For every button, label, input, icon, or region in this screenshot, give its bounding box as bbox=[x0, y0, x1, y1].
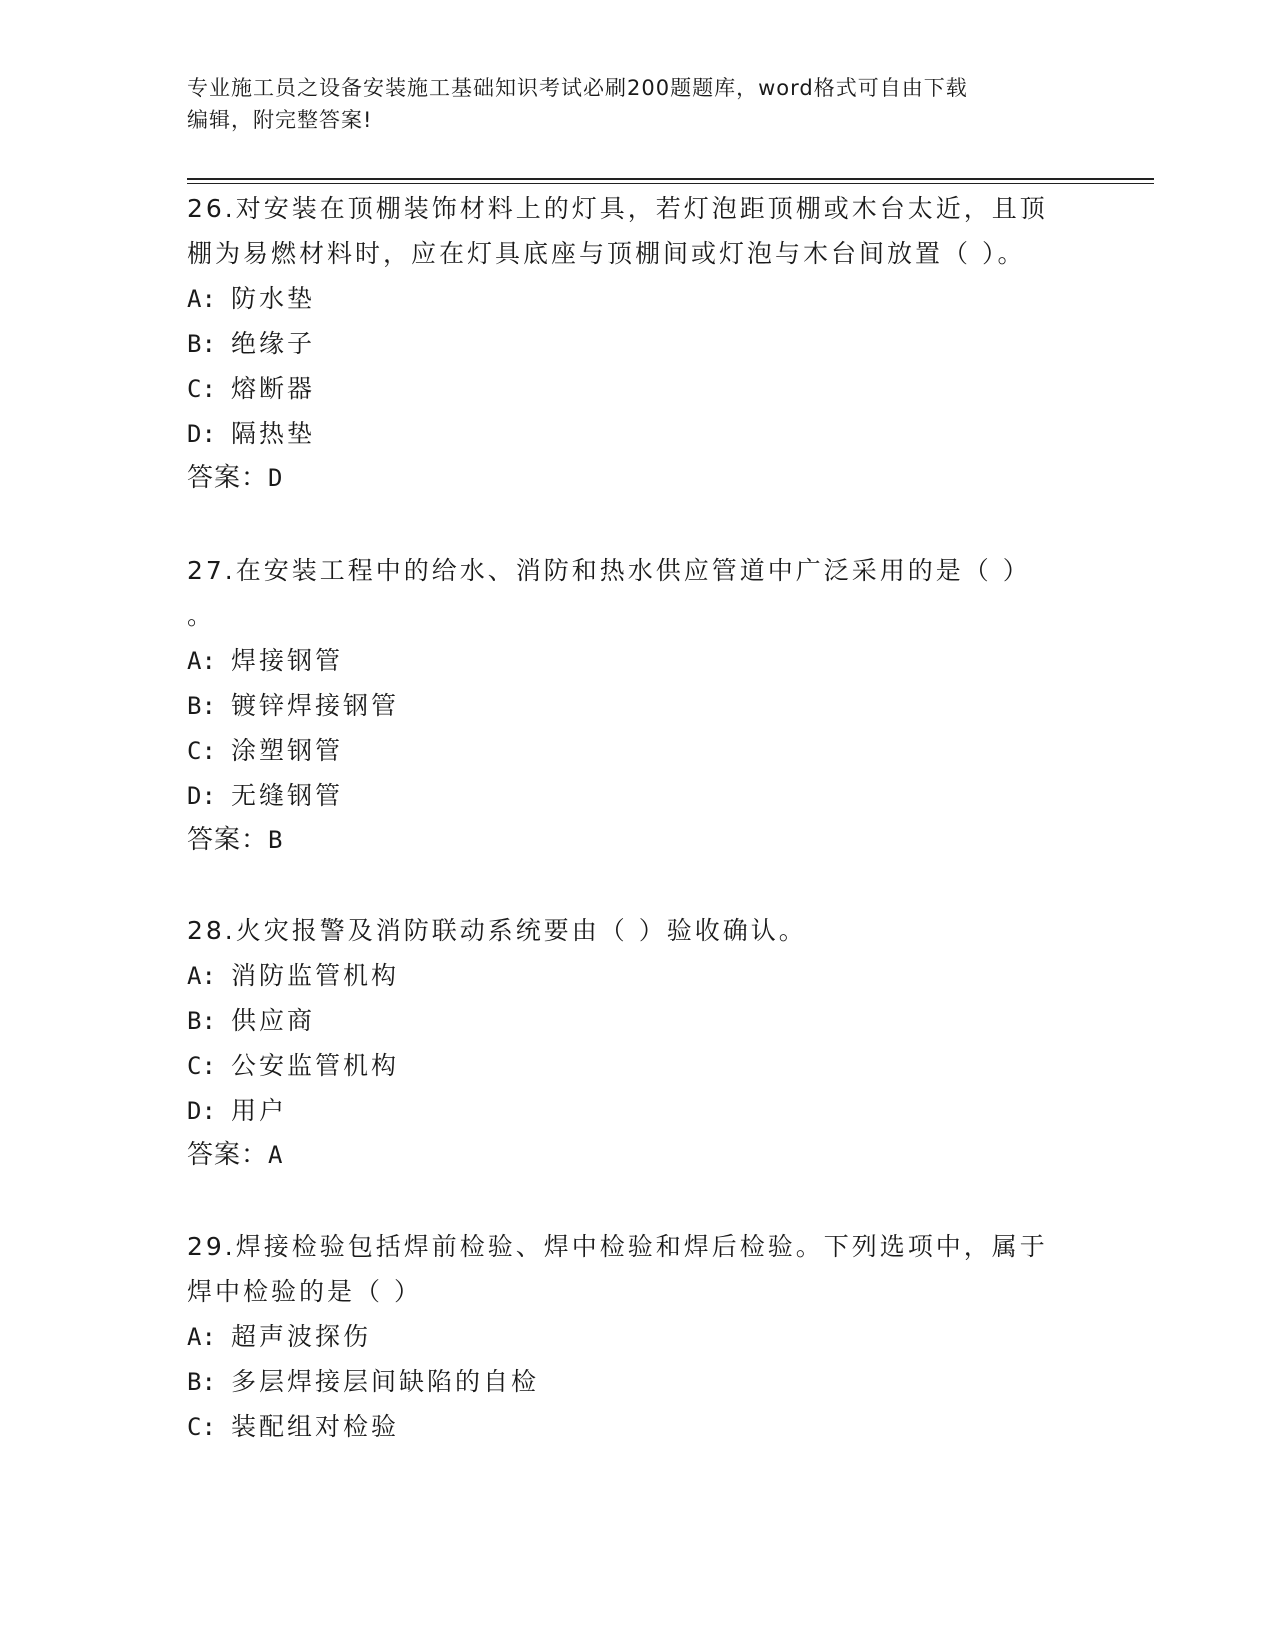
option-letter: D: bbox=[187, 1097, 216, 1125]
document-header bbox=[187, 72, 1067, 136]
header-divider-thin bbox=[187, 183, 1154, 184]
option-text: 装配组对检验 bbox=[231, 1412, 400, 1441]
answer-value: B bbox=[268, 826, 284, 854]
question-stem-line: 28.火灾报警及消防联动系统要由（ ）验收确认。 bbox=[187, 916, 807, 945]
answer-label: 答案： bbox=[187, 1140, 269, 1170]
option-letter: A: bbox=[187, 285, 216, 313]
option-c bbox=[187, 728, 1087, 773]
header-line-1: 专业施工员之设备安装施工基础知识考试必刷200题题库，word格式可自由下载 bbox=[187, 76, 968, 100]
option-text: 超声波探伤 bbox=[231, 1322, 372, 1351]
option-text: 无缝钢管 bbox=[231, 781, 344, 810]
option-letter: C: bbox=[187, 375, 216, 403]
option-text: 消防监管机构 bbox=[231, 961, 400, 990]
option-letter: B: bbox=[187, 1368, 216, 1396]
option-a bbox=[187, 638, 1087, 683]
option-a bbox=[187, 1314, 1087, 1359]
option-b bbox=[187, 683, 1087, 728]
question-stem-line: 26.对安装在顶棚装饰材料上的灯具，若灯泡距顶棚或木台太近，且顶 bbox=[187, 194, 1048, 223]
answer-line bbox=[187, 1133, 1087, 1178]
answer-line bbox=[187, 456, 1087, 501]
option-letter: C: bbox=[187, 1413, 216, 1441]
answer-value: A bbox=[268, 1141, 284, 1169]
option-letter: C: bbox=[187, 1052, 216, 1080]
option-b bbox=[187, 321, 1087, 366]
option-letter: B: bbox=[187, 692, 216, 720]
answer-label: 答案： bbox=[187, 463, 269, 493]
question-stem-line: 棚为易燃材料时，应在灯具底座与顶棚间或灯泡与木台间放置（ ）。 bbox=[187, 239, 1026, 268]
question-26 bbox=[187, 186, 1087, 501]
option-text: 防水垫 bbox=[231, 284, 316, 313]
answer-line bbox=[187, 818, 1087, 863]
header-line-2: 编辑，附完整答案! bbox=[187, 108, 373, 132]
question-stem-line: 焊中检验的是（ ） bbox=[187, 1277, 422, 1306]
option-text: 绝缘子 bbox=[231, 329, 316, 358]
question-stem-line: 27.在安装工程中的给水、消防和热水供应管道中广泛采用的是（ ） bbox=[187, 556, 1031, 585]
answer-value: D bbox=[268, 464, 284, 492]
option-b bbox=[187, 998, 1087, 1043]
option-a bbox=[187, 276, 1087, 321]
question-stem-line: 。 bbox=[187, 601, 216, 630]
option-text: 公安监管机构 bbox=[231, 1051, 400, 1080]
option-text: 供应商 bbox=[231, 1006, 316, 1035]
option-letter: C: bbox=[187, 737, 216, 765]
option-c bbox=[187, 1404, 1087, 1449]
option-letter: B: bbox=[187, 330, 216, 358]
option-d bbox=[187, 1088, 1087, 1133]
header-divider-thick bbox=[187, 178, 1154, 180]
option-text: 焊接钢管 bbox=[231, 646, 344, 675]
answer-label: 答案： bbox=[187, 825, 269, 855]
option-c bbox=[187, 1043, 1087, 1088]
option-letter: B: bbox=[187, 1007, 216, 1035]
option-text: 用户 bbox=[231, 1096, 288, 1125]
option-text: 多层焊接层间缺陷的自检 bbox=[231, 1367, 540, 1396]
option-d bbox=[187, 773, 1087, 818]
question-29 bbox=[187, 1224, 1087, 1449]
option-letter: A: bbox=[187, 962, 216, 990]
option-letter: D: bbox=[187, 782, 216, 810]
question-stem-line: 29.焊接检验包括焊前检验、焊中检验和焊后检验。下列选项中，属于 bbox=[187, 1232, 1048, 1261]
option-d bbox=[187, 411, 1087, 456]
option-text: 镀锌焊接钢管 bbox=[231, 691, 400, 720]
option-letter: A: bbox=[187, 647, 216, 675]
option-b bbox=[187, 1359, 1087, 1404]
option-letter: A: bbox=[187, 1323, 216, 1351]
option-letter: D: bbox=[187, 420, 216, 448]
option-a bbox=[187, 953, 1087, 998]
option-c bbox=[187, 366, 1087, 411]
option-text: 熔断器 bbox=[231, 374, 316, 403]
question-27 bbox=[187, 548, 1087, 863]
question-28 bbox=[187, 908, 1087, 1178]
option-text: 隔热垫 bbox=[231, 419, 316, 448]
option-text: 涂塑钢管 bbox=[231, 736, 344, 765]
